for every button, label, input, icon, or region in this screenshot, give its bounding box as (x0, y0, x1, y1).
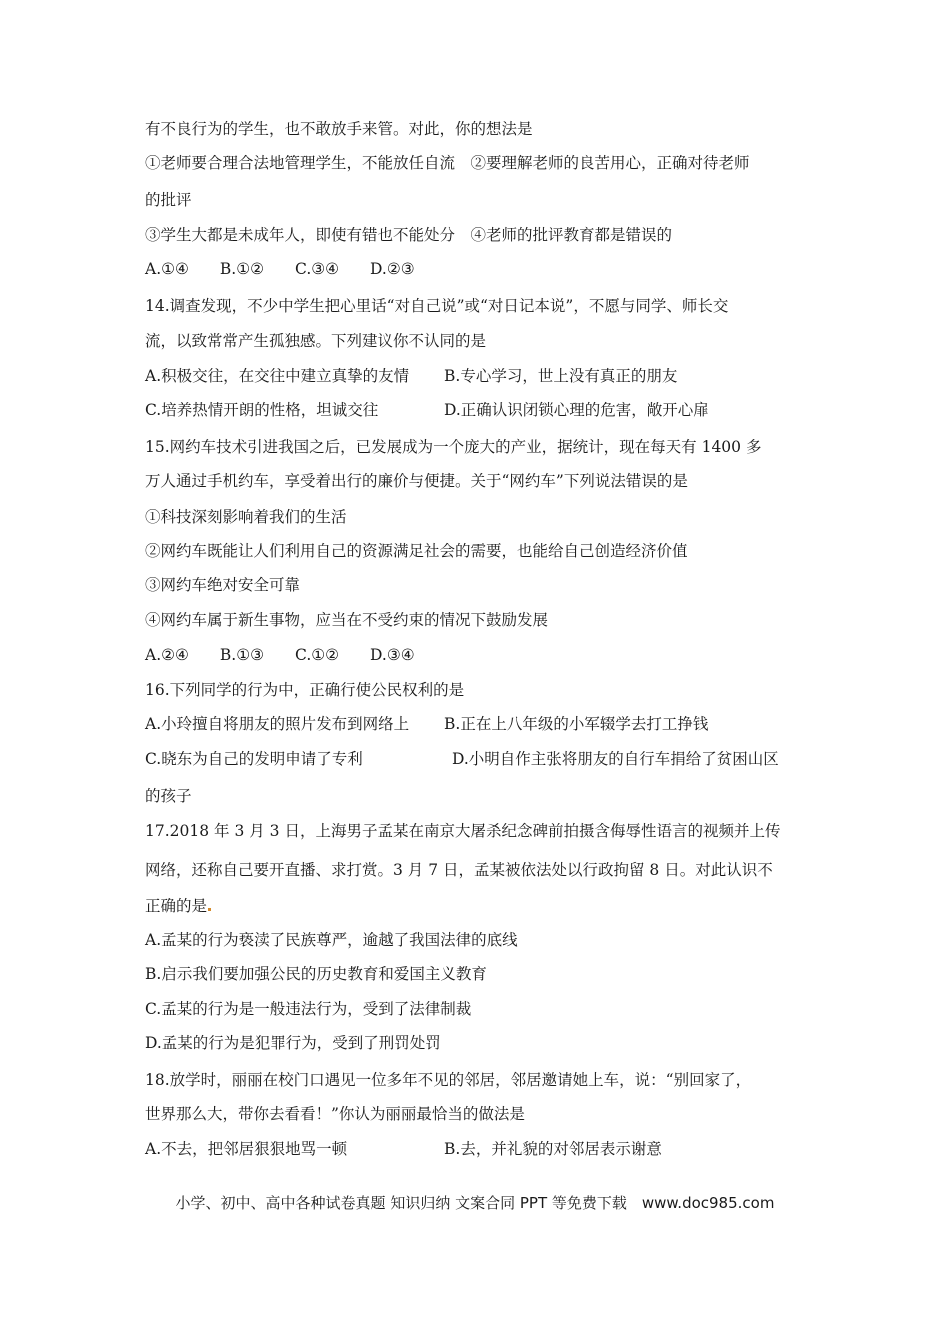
q14-stem: 14.调查发现，不少中学生把心里话“对自己说”或“对日记本说”，不愿与同学、师长交 (145, 297, 729, 315)
q15-stem-continuation: 万人通过手机约车，享受着出行的廉价与便捷。关于“网约车”下列说法错误的是 (145, 472, 688, 490)
q15-statement-4: ④网约车属于新生事物，应当在不受约束的情况下鼓励发展 (145, 611, 549, 629)
q18-option-b: B.去，并礼貌的对邻居表示谢意 (444, 1140, 662, 1158)
q16-option-b: B.正在上八年级的小军辍学去打工挣钱 (444, 715, 709, 733)
q17-option-c: C.孟某的行为是一般违法行为，受到了法律制裁 (145, 1000, 472, 1018)
q13-options: A.①④ B.①② C.③④ D.②③ (145, 260, 415, 278)
q15-statement-1: ①科技深刻影响着我们的生活 (145, 508, 347, 526)
q17-stem-continuation: 网络，还称自己要开直播、求打赏。3 月 7 日，孟某被依法处以行政拘留 8 日。对此认识不 (145, 861, 773, 879)
q13-stem-continuation: 有不良行为的学生，也不敢放手来管。对此，你的想法是 (145, 120, 533, 138)
q18-option-a: A.不去，把邻居狠狠地骂一顿 (145, 1140, 348, 1158)
q17-option-b: B.启示我们要加强公民的历史教育和爱国主义教育 (145, 965, 487, 983)
q17-option-d: D.孟某的行为是犯罪行为，受到了刑罚处罚 (145, 1034, 441, 1052)
q14-option-b: B.专心学习，世上没有真正的朋友 (444, 367, 678, 385)
q17-stem-end (145, 896, 211, 916)
q14-option-a: A.积极交往，在交往中建立真挚的友情 (145, 367, 410, 385)
q13-statements-3-4: ③学生大都是未成年人，即使有错也不能处分 ④老师的批评教育都是错误的 (145, 226, 673, 244)
footer-banner: 小学、初中、高中各种试卷真题 知识归纳 文案合同 PPT 等免费下载 www.doc985.com (175, 1194, 775, 1212)
q13-statements-1-2: ①老师要合理合法地管理学生，不能放任自流 ②要理解老师的良苦用心，正确对待老师 (145, 154, 750, 172)
q13-statement-2-continuation: 的批评 (145, 191, 192, 209)
q15-statement-3: ③网约车绝对安全可靠 (145, 576, 301, 594)
q16-option-d-continuation: 的孩子 (145, 787, 192, 805)
q14-option-c: C.培养热情开朗的性格，坦诚交往 (145, 401, 379, 419)
q16-option-c: C.晓东为自己的发明申请了专利 (145, 750, 363, 768)
q16-option-d: D.小明自作主张将朋友的自行车捐给了贫困山区 (452, 750, 779, 768)
q14-stem-continuation: 流，以致常常产生孤独感。下列建议你不认同的是 (145, 332, 487, 350)
q17-option-a: A.孟某的行为亵渎了民族尊严，逾越了我国法律的底线 (145, 931, 518, 949)
q14-option-d: D.正确认识闭锁心理的危害，敞开心扉 (444, 401, 709, 419)
q18-stem-continuation: 世界那么大，带你去看看！”你认为丽丽最恰当的做法是 (145, 1105, 525, 1123)
q16-stem: 16.下列同学的行为中，正确行使公民权利的是 (145, 681, 465, 699)
q15-options: A.②④ B.①③ C.①② D.③④ (145, 646, 415, 664)
q18-stem: 18.放学时，丽丽在校门口遇见一位多年不见的邻居，邻居邀请她上车，说：“别回家了， (145, 1071, 752, 1089)
q17-stem: 17.2018 年 3 月 3 日，上海男子孟某在南京大屠杀纪念碑前拍摄含侮辱性语言的视频并上传 (145, 822, 781, 840)
q16-option-a: A.小玲擅自将朋友的照片发布到网络上 (145, 715, 410, 733)
q15-stem: 15.网约车技术引进我国之后，已发展成为一个庞大的产业，据统计，现在每天有 1400 多 (145, 438, 762, 456)
q17-stem-end-text: 正确的是 (145, 897, 208, 915)
stray-mark (208, 908, 211, 911)
q15-statement-2: ②网约车既能让人们利用自己的资源满足社会的需要，也能给自己创造经济价值 (145, 542, 688, 560)
